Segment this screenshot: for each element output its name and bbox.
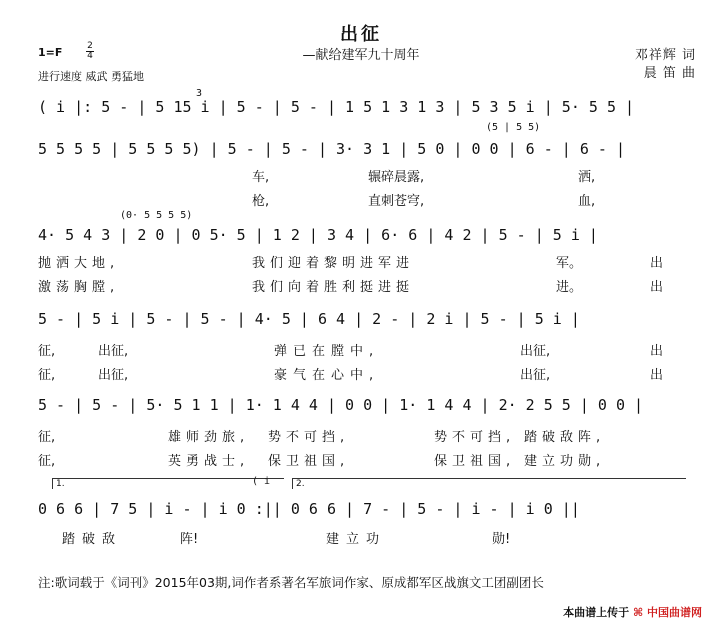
lyric-seg: 出征, bbox=[98, 344, 129, 359]
tempo-marking: 进行速度 威武 勇猛地 bbox=[38, 70, 144, 83]
lyric-seg: 征, bbox=[38, 454, 56, 469]
repeat-note: ( i bbox=[252, 476, 271, 487]
site-logo[interactable] bbox=[633, 606, 702, 619]
volta-2: 2. bbox=[292, 478, 686, 489]
lyric-seg: 出 bbox=[650, 256, 664, 271]
lyric-seg: 洒, bbox=[578, 170, 596, 185]
lyrics-line-5b bbox=[38, 450, 690, 469]
lyric-seg: 血, bbox=[578, 194, 596, 209]
lyric-seg: 势不可挡, bbox=[434, 430, 516, 445]
key-signature: 1=F bbox=[38, 46, 63, 59]
music-line-6: 0 6 6 | 7 5 | i - | i 0 :|| 0 6 6 | 7 - | 5 - | i - | i 0 || bbox=[38, 500, 580, 518]
lyric-seg: 征, bbox=[38, 368, 56, 383]
lyrics-line-2b bbox=[38, 190, 690, 209]
lyric-seg: 出征, bbox=[520, 344, 551, 359]
lyric-seg: 保卫祖国, bbox=[434, 454, 516, 469]
lyric-seg: 出 bbox=[650, 280, 664, 295]
lyric-seg: 雄师劲旅, bbox=[168, 430, 250, 445]
lyrics-line-4a bbox=[38, 340, 690, 359]
song-subtitle: —献给建军九十周年 bbox=[302, 48, 420, 63]
music-line-5: 5 - | 5 - | 5· 5 1 1 | 1· 1 4 4 | 0 0 | 1· 1 4 4 | 2· 2 5 5 | 0 0 | bbox=[38, 396, 644, 414]
volta-1: 1. bbox=[52, 478, 284, 489]
lyric-seg: 保卫祖国, bbox=[268, 454, 350, 469]
lyric-seg: 抛洒大地, bbox=[38, 256, 120, 271]
music-line-2: 5 5 5 5 | 5 5 5 5) | 5 - | 5 - | 3· 3 1 | 5 0 | 0 0 | 6 - | 6 - | bbox=[38, 140, 625, 158]
site-name: 中国曲谱网 bbox=[647, 606, 702, 619]
meter-top: 2 bbox=[87, 41, 93, 51]
upload-credit bbox=[563, 604, 702, 620]
lyric-seg: 我们向着胜利挺进挺 bbox=[252, 280, 415, 295]
lyric-seg: 征, bbox=[38, 344, 56, 359]
music-line-1: ( i |: 5 - | 5 15 i | 5 - | 5 - | 1 5 1 3 1 3 | 5 3 5 i | 5· 5 5 | bbox=[38, 98, 635, 116]
lyric-seg: 势不可挡, bbox=[268, 430, 350, 445]
meter-bottom: 4 bbox=[87, 51, 93, 61]
lyric-seg: 建立功勋, bbox=[524, 454, 606, 469]
lyric-seg: 勋! bbox=[492, 532, 511, 547]
lyric-seg: 出征, bbox=[520, 368, 551, 383]
lyric-seg: 激荡胸膛, bbox=[38, 280, 120, 295]
lyrics-line-3b bbox=[38, 276, 690, 295]
triplet-mark: 3 bbox=[196, 88, 203, 99]
lyrics-line-3a bbox=[38, 252, 690, 271]
logo-icon: ⌘ bbox=[632, 606, 644, 619]
lyric-seg: 建立功 bbox=[326, 532, 387, 547]
song-title: 出征 bbox=[340, 24, 382, 45]
lyric-seg: 英勇战士, bbox=[168, 454, 250, 469]
music-line-3: 4· 5 4 3 | 2 0 | 0 5· 5 | 1 2 | 3 4 | 6· 6 | 4 2 | 5 - | 5 i | bbox=[38, 226, 598, 244]
lyric-seg: 枪, bbox=[252, 194, 270, 209]
lyric-seg: 豪气在心中, bbox=[274, 368, 380, 383]
lyric-seg: 阵! bbox=[180, 532, 199, 547]
lyric-seg: 辗碎晨露, bbox=[368, 170, 425, 185]
lyric-seg: 出 bbox=[650, 368, 664, 383]
lyric-seg: 弹已在膛中, bbox=[274, 344, 380, 359]
time-signature bbox=[86, 42, 94, 61]
lyric-seg: 踏破敌 bbox=[62, 532, 123, 547]
lyrics-line-6 bbox=[38, 528, 690, 547]
lyric-seg: 我们迎着黎明进军进 bbox=[252, 256, 415, 271]
footnote: 注:歌词载于《词刊》2015年03期,词作者系著名军旅词作家、原成都军区战旗文工团副团长 bbox=[38, 575, 544, 590]
lyricist-credit: 邓祥辉 词 bbox=[634, 48, 696, 63]
lyric-seg: 踏破敌阵, bbox=[524, 430, 606, 445]
upload-prefix: 本曲谱上传于 bbox=[563, 606, 630, 619]
harmony-note-1: (5 | 5 5) bbox=[486, 122, 541, 133]
lyric-seg: 直刺苍穹, bbox=[368, 194, 425, 209]
lyrics-line-4b bbox=[38, 364, 690, 383]
lyric-seg: 出征, bbox=[98, 368, 129, 383]
composer-credit: 晨 笛 曲 bbox=[643, 66, 696, 81]
lyrics-line-5a bbox=[38, 426, 690, 445]
lyrics-line-2a bbox=[38, 166, 690, 185]
lyric-seg: 军。 bbox=[556, 256, 583, 271]
lyric-seg: 征, bbox=[38, 430, 56, 445]
lyric-seg: 车, bbox=[252, 170, 270, 185]
music-line-4: 5 - | 5 i | 5 - | 5 - | 4· 5 | 6 4 | 2 - | 2 i | 5 - | 5 i | bbox=[38, 310, 580, 328]
harmony-note-2: (0· 5 5 5 5) bbox=[120, 210, 193, 221]
lyric-seg: 出 bbox=[650, 344, 664, 359]
lyric-seg: 进。 bbox=[556, 280, 583, 295]
